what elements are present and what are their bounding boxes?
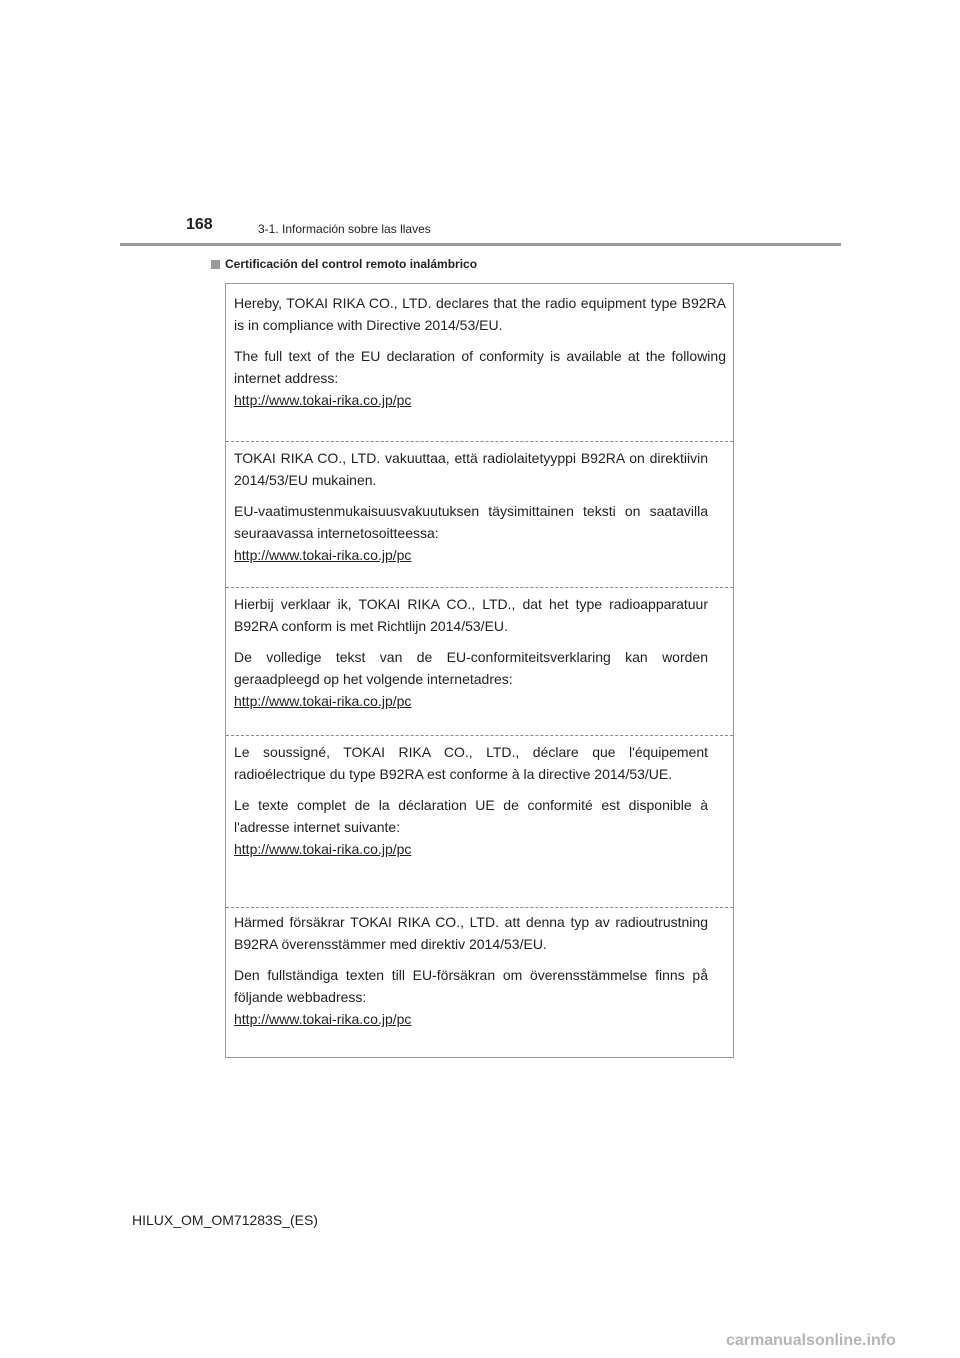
availability-label: EU-vaatimustenmukaisuusvakuutuksen täysimittainen teksti on saatavilla seuraavassa internetosoitteessa: [234, 503, 708, 541]
subheading [211, 257, 477, 271]
notice-divider [226, 907, 733, 908]
notice-swedish [226, 911, 733, 1030]
availability-text [234, 964, 708, 1030]
availability-text [234, 345, 726, 411]
notice-french [226, 741, 733, 860]
notice-dutch [226, 593, 733, 712]
availability-text [234, 646, 708, 712]
notice-finnish [226, 447, 733, 566]
document-id: HILUX_OM_OM71283S_(ES) [132, 1212, 318, 1228]
notice-divider [226, 587, 733, 588]
declaration-text: Hierbij verklaar ik, TOKAI RIKA CO., LTD., dat het type radioapparatuur B92RA conform is met Richtlijn 2014/53/EU. [234, 596, 708, 634]
page-number: 168 [186, 216, 213, 233]
notice-divider [226, 735, 733, 736]
availability-label: De volledige tekst van de EU-conformiteitsverklaring kan worden geraadpleegd op het volgende internetadres: [234, 649, 708, 687]
subheading-text: Certificación del control remoto inalámbrico [225, 257, 478, 271]
declaration-text: Härmed försäkrar TOKAI RIKA CO., LTD. att denna typ av radioutrustning B92RA överensstämmer med direktiv 2014/53/EU. [234, 914, 708, 952]
declaration-text: TOKAI RIKA CO., LTD. vakuuttaa, että radiolaitetyyppi B92RA on direktiivin 2014/53/EU mukainen. [234, 450, 708, 488]
declaration-text: Le soussigné, TOKAI RIKA CO., LTD., déclare que l'équipement radioélectrique du type B92RA est conforme à la directive 2014/53/UE. [234, 744, 708, 782]
conformity-link[interactable]: http://www.tokai-rika.co.jp/pc [234, 841, 412, 857]
notice-english [226, 292, 733, 411]
conformity-link[interactable]: http://www.tokai-rika.co.jp/pc [234, 547, 412, 563]
declaration-text: Hereby, TOKAI RIKA CO., LTD. declares that the radio equipment type B92RA is in compliance with Directive 2014/53/EU. [234, 295, 726, 333]
conformity-link[interactable]: http://www.tokai-rika.co.jp/pc [234, 1011, 412, 1027]
availability-text [234, 794, 708, 860]
availability-label: The full text of the EU declaration of conformity is available at the following internet address: [234, 348, 726, 386]
header-divider [120, 243, 841, 246]
availability-text [234, 500, 708, 566]
conformity-notice-box [225, 283, 734, 1058]
watermark: carmanualsonline.info [726, 1332, 896, 1349]
availability-label: Den fullständiga texten till EU-försäkran om överensstämmelse finns på följande webbadress: [234, 967, 708, 1005]
conformity-link[interactable]: http://www.tokai-rika.co.jp/pc [234, 693, 412, 709]
conformity-link[interactable]: http://www.tokai-rika.co.jp/pc [234, 392, 412, 408]
square-icon [211, 260, 220, 269]
availability-label: Le texte complet de la déclaration UE de conformité est disponible à l'adresse internet suivante: [234, 797, 708, 835]
section-title: 3-1. Información sobre las llaves [258, 222, 431, 236]
notice-divider [226, 441, 733, 442]
